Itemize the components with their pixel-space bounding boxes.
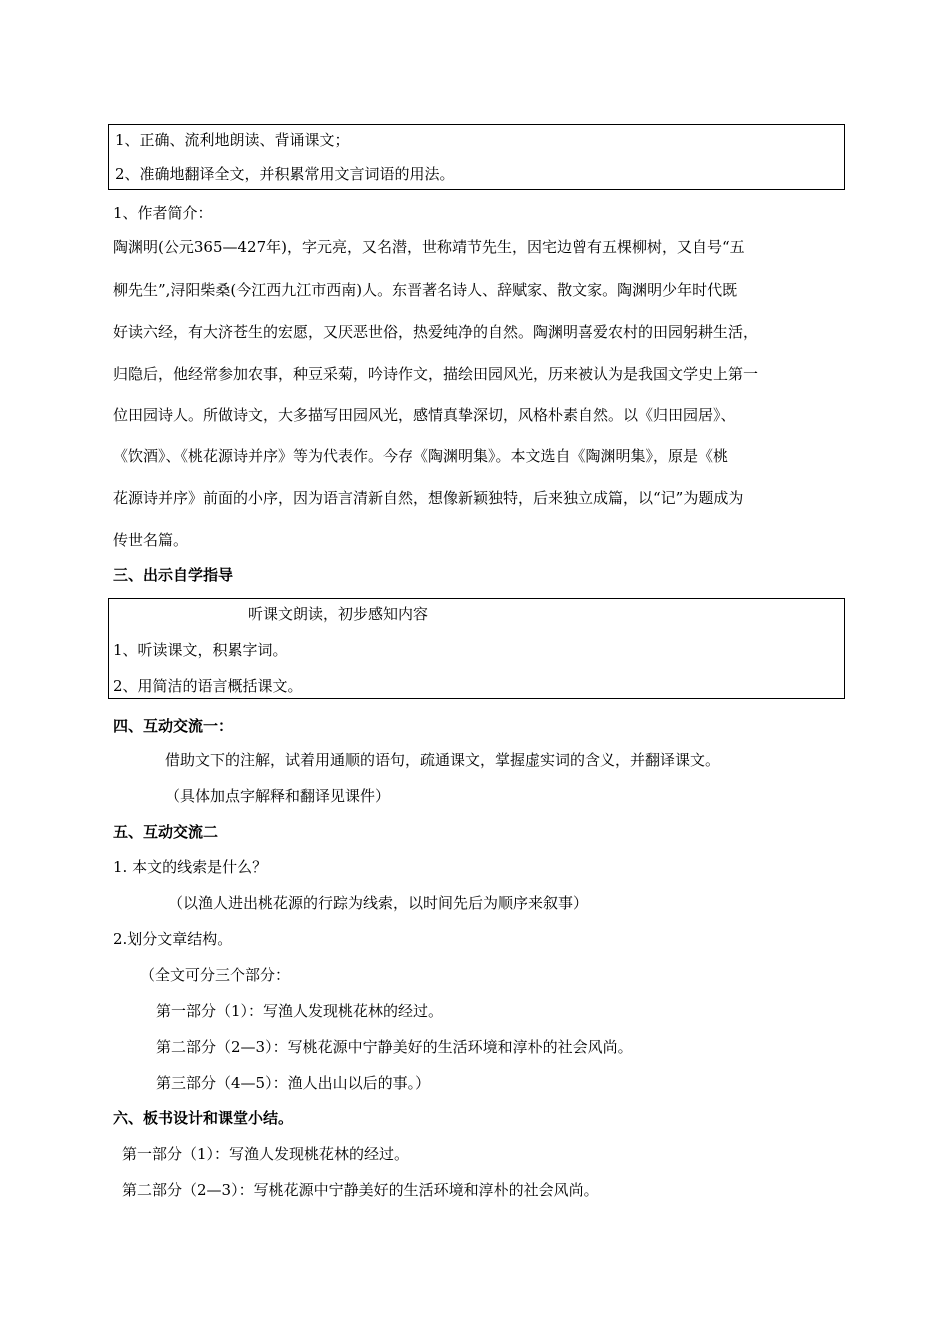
author-intro-heading: 1、作者简介：: [113, 204, 213, 222]
question-1: 1. 本文的线索是什么？: [113, 858, 268, 876]
author-intro-line-3: 好读六经，有大济苍生的宏愿，又厌恶世俗，热爱纯净的自然。陶渊明喜爱农村的田园躬耕生活，: [113, 323, 759, 341]
author-intro-line-1: 陶渊明(公元365—427年)，字元亮，又名潜，世称靖节先生，因宅边曾有五棵柳树，又自号“五: [113, 238, 745, 256]
summary-part-1: 第一部分（1）：写渔人发现桃花林的经过。: [122, 1145, 410, 1163]
structure-part-1: 第一部分（1）：写渔人发现桃花林的经过。: [156, 1002, 444, 1020]
objective-item-1: 1、正确、流利地朗读、背诵课文；: [115, 131, 350, 149]
section-6-heading: 六、板书设计和课堂小结。: [113, 1109, 294, 1127]
author-intro-line-8: 传世名篇。: [113, 531, 189, 549]
section-4-instruction: 借助文下的注解，试着用通顺的语句，疏通课文，掌握虚实词的含义，并翻译课文。: [165, 751, 721, 769]
answer-2-intro: （全文可分三个部分：: [140, 966, 291, 984]
self-study-item-1: 1、听读课文，积累字词。: [113, 641, 288, 659]
self-study-box-title: 听课文朗读，初步感知内容: [248, 605, 429, 623]
question-2: 2.划分文章结构。: [113, 930, 233, 948]
self-study-item-2: 2、用简洁的语言概括课文。: [113, 677, 303, 695]
summary-part-2: 第二部分（2—3）：写桃花源中宁静美好的生活环境和淳朴的社会风尚。: [122, 1181, 599, 1199]
author-intro-line-2: 柳先生”,浔阳柴桑(今江西九江市西南)人。东晋著名诗人、辞赋家、散文家。陶渊明少年时代既: [113, 281, 738, 299]
section-4-note: （具体加点字解释和翻译见课件）: [165, 787, 391, 805]
section-4-heading: 四、互动交流一：: [113, 717, 234, 735]
author-intro-line-5: 位田园诗人。所做诗文，大多描写田园风光，感情真挚深切，风格朴素自然。以《归田园居》、: [113, 406, 736, 424]
author-intro-line-4: 归隐后，他经常参加农事，种豆采菊，吟诗作文，描绘田园风光，历来被认为是我国文学史上第一: [113, 365, 759, 383]
answer-1: （以渔人进出桃花源的行踪为线索，以时间先后为顺序来叙事）: [168, 894, 589, 912]
structure-part-2: 第二部分（2—3）：写桃花源中宁静美好的生活环境和淳朴的社会风尚。: [156, 1038, 633, 1056]
structure-part-3: 第三部分（4—5）：渔人出山以后的事。）: [156, 1074, 431, 1092]
section-3-heading: 三、出示自学指导: [113, 566, 234, 584]
author-intro-line-7: 花源诗并序》前面的小序，因为语言清新自然，想像新颖独特，后来独立成篇，以“记”为题成为: [113, 489, 744, 507]
author-intro-line-6: 《饮酒》、《桃花源诗并序》等为代表作。今存《陶渊明集》。本文选自《陶渊明集》，原是《桃: [113, 447, 729, 465]
section-5-heading: 五、互动交流二: [113, 823, 219, 841]
objective-item-2: 2、准确地翻译全文，并积累常用文言词语的用法。: [115, 165, 455, 183]
